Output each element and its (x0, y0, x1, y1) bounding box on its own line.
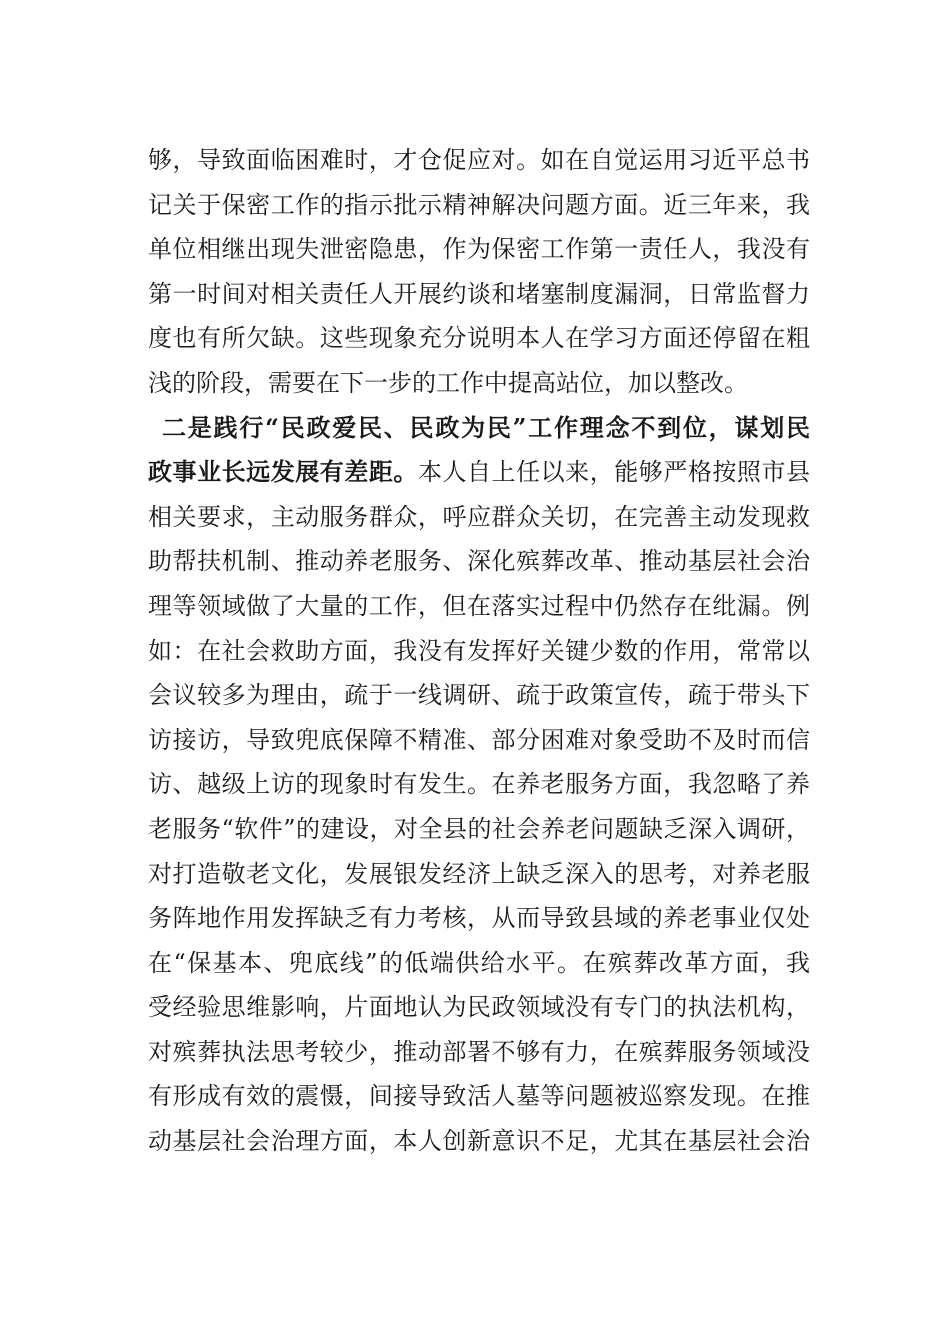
text-line: 有形成有效的震慑，间接导致活人墓等问题被巡察发现。在推 (148, 1082, 810, 1111)
text-line: 理等领域做了大量的工作，但在落实过程中仍然存在纰漏。例 (148, 591, 810, 620)
text-line: 记关于保密工作的指示批示精神解决问题方面。近三年来，我 (148, 190, 810, 219)
text-line: 在“保基本、兜底线”的低端供给水平。在殡葬改革方面，我 (148, 948, 810, 977)
text-line: 够，导致面临困难时，才仓促应对。如在自觉运用习近平总书 (148, 146, 810, 174)
text-line: 对打造敬老文化，发展银发经济上缺乏深入的思考，对养老服 (148, 859, 810, 888)
text-line: 浅的阶段，需要在下一步的工作中提高站位，加以整改。 (148, 368, 748, 397)
document-page (148, 138, 810, 1164)
bold-heading: 政事业长远发展有差距。 (148, 457, 418, 487)
text-line: 受经验思维影响，片面地认为民政领域没有专门的执法机构， (148, 993, 810, 1022)
text-line: 务阵地作用发挥缺乏有力考核，从而导致县域的养老事业仅处 (148, 904, 810, 933)
text-line: 第一时间对相关责任人开展约谈和堵塞制度漏洞，日常监督力 (148, 279, 810, 308)
text-line: 动基层社会治理方面，本人创新意识不足，尤其在基层社会治 (148, 1127, 810, 1156)
text-line: 相关要求，主动服务群众，呼应群众关切，在完善主动发现救 (148, 502, 810, 531)
text-line: 助帮扶机制、推动养老服务、深化殡葬改革、推动基层社会治 (148, 547, 810, 576)
text-line (148, 406, 810, 451)
text-line: 度也有所欠缺。这些现象充分说明本人在学习方面还停留在粗 (148, 324, 810, 353)
text-line: 会议较多为理由，疏于一线调研、疏于政策宣传，疏于带头下 (148, 681, 810, 710)
text-span: 本人自上任以来，能够严格按照市县 (417, 458, 811, 487)
text-line: 如：在社会救助方面，我没有发挥好关键少数的作用，常常以 (148, 636, 810, 665)
bold-heading: 二是践行“民政爱民、民政为民”工作理念不到位，谋划民 (162, 412, 810, 442)
paragraph-2 (148, 406, 810, 1164)
paragraph-1 (148, 138, 810, 406)
text-line: 老服务“软件”的建设，对全县的社会养老问题缺乏深入调研， (148, 814, 810, 843)
text-line: 单位相继出现失泄密隐患，作为保密工作第一责任人，我没有 (148, 235, 810, 264)
text-line: 访接访，导致兜底保障不精准、部分困难对象受助不及时而信 (148, 725, 810, 754)
text-line (148, 450, 810, 495)
text-line: 对殡葬执法思考较少，推动部署不够有力，在殡葬服务领域没 (148, 1037, 810, 1066)
text-line: 访、越级上访的现象时有发生。在养老服务方面，我忽略了养 (148, 770, 810, 799)
